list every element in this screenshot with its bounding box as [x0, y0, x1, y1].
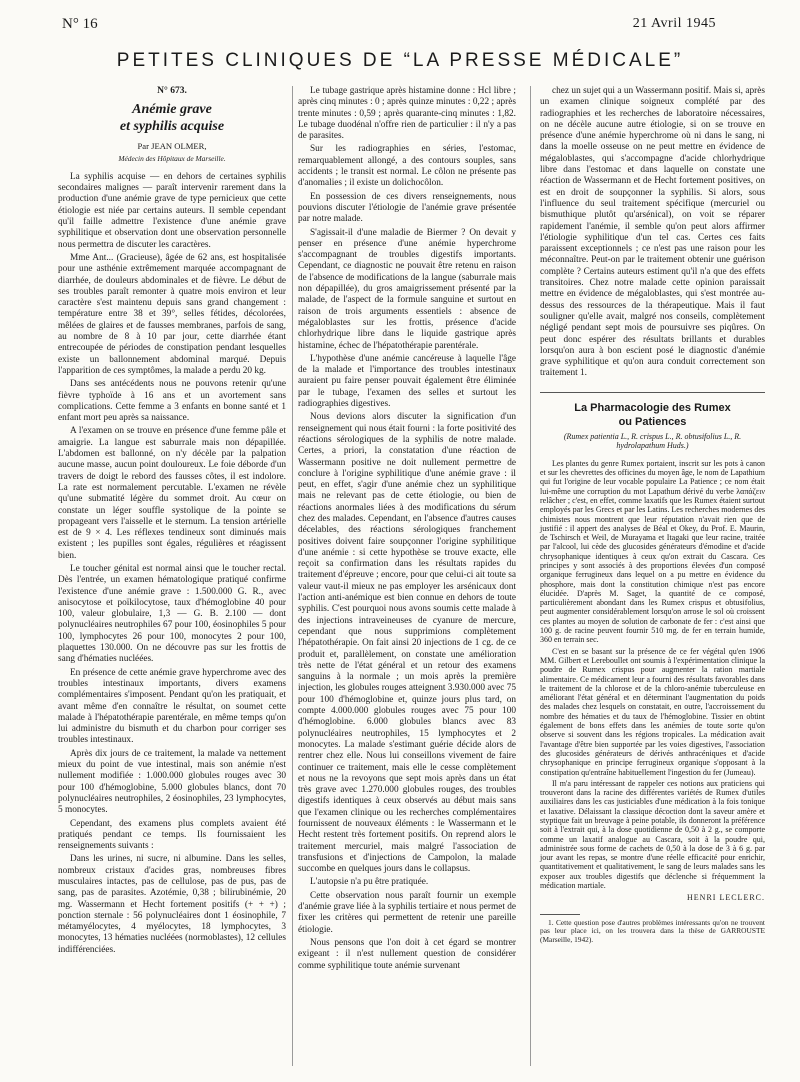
footnote-rule: [540, 914, 580, 915]
author-affiliation: Médecin des Hôpitaux de Marseille.: [118, 153, 226, 163]
paragraph: Dans les urines, ni sucre, ni albumine. Dans les selles, nombreux cristaux d'acides gras, nombreuses fibres musculaires intactes, pas de cellulose, pas de pus, pas de sang, pas de parasites. Azotémie, 0,38 ; bilirubinémie, 20 mg. Wassermann et Hecht fortement positifs (+ + +) ; ponction sternale : 56 polynucléaires dont 1 éosinophile, 7 métamyélocytes, 4 myélocytes, 18 lymphocytes, 3 monocytes, 13 hématies nucléées (normoblastes), 12 cellules indifférenciées.: [58, 854, 286, 955]
article-separator: [540, 392, 765, 393]
title-line: ou Patiences: [618, 415, 687, 428]
paragraph: L'autopsie n'a pu être pratiquée.: [310, 877, 429, 888]
column-divider: [530, 86, 531, 1066]
column-3: [540, 86, 765, 946]
title-line: La Pharmacologie des Rumex: [574, 401, 731, 414]
article-title: [540, 401, 765, 429]
paragraph: Nous devions alors discuter la signification d'un renseignement qui nous était fourni : la forte positivité des réactions sérologiques de la syphilis de notre malade. Certes, a priori, la constatation d'une réaction de Wassermann positive ne doit nullement permettre de conclure à l'origine syphilitique d'une anémie grave : il peut, en effet, s'agir d'une anémie chez un syphilitique mais ne relevant pas de cette étiologie, ou bien de réactions anormales liées à des modifications du sérum chez des malades. Cependant, en l'absence d'autres causes décelables, des réactions sérologiques franchement positives doivent faire soupçonner l'origine syphilitique d'une anémie : si cette hypothèse se trouve exacte, elle reçoit sa confirmation dans les résultats rapides du traitement d'épreuve ; encore, pour que celui-ci ait toute sa valeur vaut-il mieux ne pas employer les arsénicaux dont l'action anti-anémique est bien connue en dehors de toute syphilis. C'est pourquoi nous avons soumis cette malade à des injections intraveineuses de cyanure de mercure, cependant que nous supprimions complètement l'hépatothérapie. On fait ainsi 20 injections de 1 cg. de ce produit et, parallèlement, on constate une amélioration très nette de l'état général et un retour des examens sanguins à la normale ; un mois après la première injection, les globules rouges atteignent 3.930.000 avec 75 pour 100 d'hémoglobine et, quinze jours plus tard, on compte 4.000.000 globules rouges avec 75 pour 100 d'hémoglobine. 6.000 globules blancs avec 83 polynucléaires neutrophiles, 15 lymphocytes et 2 monocytes. La malade s'estimant guérie décide alors de rentrer chez elle. Nous lui conseillons vivement de faire continuer ce traitement, mais elle le cesse complètement et nous ne la revoyons que sept mois après dans un état très grave avec 1.270.000 globules rouges, des troubles digestifs identiques à ceux observés au début mais sans que l'examen clinique ou les recherches complémentaires fournissent de nouveaux éléments : le Wassermann et le Hecht restent très fortement positifs. On reprend alors le traitement mercuriel, mais malgré l'association de transfusions et d'injections de Campolon, la malade succombe en quelques jours dans le collapsus.: [298, 412, 516, 875]
column-1: [58, 86, 286, 958]
paragraph: Le tubage gastrique après histamine donne : Hcl libre ; après cinq minutes : 0 ; après quinze minutes : 0,22 ; après trente minutes : 0,59 ; après quarante-cinq minutes : 1,82. Le tubage duodénal n'offre rien de particulier : il n'y a pas de parasites.: [298, 86, 516, 142]
paragraph: Nous pensons que l'on doit à cet égard se montrer exigeant : il n'est nullement question de considérer comme syphilitique toute anémie survenant: [298, 937, 516, 971]
paragraph: La syphilis acquise — en dehors de certaines syphilis secondaires malignes — paraît intervenir rarement dans la production d'une anémie grave de type pernicieux que cette étiologie est niée par certains auteurs. Il semble cependant qu'il faille admettre l'existence d'une anémie grave syphilitique et observation dont une observation personnelle nous permettra de discuter les caractères.: [58, 171, 286, 250]
article-subtitle: (Rumex patientia L., R. crispus L., R. obtusifolius L., R. hydrolapathum Huds.): [563, 431, 742, 451]
title-line: et syphilis acquise: [119, 119, 225, 135]
paragraph: Les plantes du genre Rumex portaient, inscrit sur les pots à canon et sur les chevrettes des officines du moyen âge, le nom de Lapathium qui fut l'origine de leur vocable populaire La Patience ; ce nom était lui-même une corruption du mot Lapathum dérivé du verbe λαπάζειν relâcher ; c'est, en effet, comme laxatifs que les Rumex étaient surtout employés par les Grecs et par les Latins. Les recherches modernes des chimistes nous montrent que leur réputation n'avait rien que de justifié : il appert des analyses de Béal et Okey, du Prof. E. Maurin, de Tschirsch et Weil, de Murayama et Itagaki que leur racine, traitée par l'alcool, lui cède des glucosides générateurs d'émodine et d'acide chrysophanique identiques à ceux qu'on extrait du Cascara. Ces principes y sont associés à des proportions élevées d'un composé organique ferrugineux dans lequel on a pu mettre en évidence du phosphore, mais dont la constitution chimique n'est pas encore élucidée. D'après M. Saget, la quantité de ce composé, particulièrement abondant dans les Rumex crispus et obtusifolius, peut augmenter considérablement lorsqu'on arrose le sol où croissent ces plantes au moyen de solution de carbonate de fer : c'est ainsi que 100 g. de racine peuvent fournir 510 mg. de fer en terrain humide, 360 en terrain sec.: [540, 458, 765, 645]
paragraph: chez un sujet qui a un Wassermann positif. Mais si, après un examen clinique soigneux complété par des radiographies et les recherches de laboratoire nécessaires, on ne décèle aucune autre étiologie, si on se trouve en présence d'une anémie hyperchrome où ni dans le sang, ni dans la moelle osseuse on ne peut mettre en évidence de mégaloblastes, qui s'accompagne d'acide chlorhydrique libre dans l'estomac et dans laquelle on constate une réaction de Wassermann et de Hecht fortement positives, on est en droit de soupçonner la syphilis. Si alors, sous l'influence du seul traitement spécifique (mercuriel ou bismuthique plutôt qu'arsénical), on voit se réparer rapidement l'anémie, il semble qu'on peut alors affirmer l'étiologie syphilitique d'un tel cas. Certes ces faits paraissent exceptionnels ; ce n'est pas une raison pour les méconnaître. Peut-on par le traitement obtenir une guérison complète ? Certains auteurs estiment qu'il n'a que des effets transitoires. Chez notre malade cette opinion paraissait mettre en évidence de mégaloblastes, qui s'est montrée au-dessus des ressources de la thérapeutique. Mais il faut souligner qu'elle avait, malgré nos conseils, complètement négligé pendant sept mois de poursuivre ses piqûres. On peut donc espérer des résultats brillants et durables lorsqu'on aura à bon escient posé le diagnostic d'anémie grave syphilitique et qu'on aura conduit correctement son traitement 1.: [540, 86, 765, 379]
author-signature: HENRI LECLERC.: [687, 893, 765, 903]
paragraph: S'agissait-il d'une maladie de Biermer ? On devait y penser en présence d'une anémie hyperchrome s'accompagnant de troubles digestifs importants. Cependant, ce diagnostic ne pouvait être retenu en raison de l'absence de modifications de la langue (saburrale mais non dépapillée), du gros amaigrissement présenté par la malade, de l'aspect de la formule sanguine et surtout en raison de trois arguments essentiels : absence de mégaloblastes sur les frottis, présence d'acide chlorhydrique libre dans le liquide gastrique après histamine, échec de l'hépatothérapie parentérale.: [298, 227, 516, 351]
column-divider: [292, 86, 293, 1066]
paragraph: Mme Ant... (Gracieuse), âgée de 62 ans, est hospitalisée pour une asthénie extrêmement marquée accompagnant de diarrhée, de douleurs abdominales et de fièvre. Le début de ses troubles paraît remonter à quatre mois environ et leur caractère s'est maintenu depuis sans grand changement : température entre 38 et 39°, selles fétides, décolorées, mêlées de glaires et de fausses membranes, parfois de sang, au nombre de 8 à 10 par jour, cette diarrhée étant entrecoupée de périodes de constipation pendant lesquelles existe un ballonnement abdominal marqué. Depuis l'apparition de ces symptômes, la malade a perdu 20 kg.: [58, 252, 286, 376]
byline: Par JEAN OLMER,: [137, 141, 207, 152]
paragraph: Dans ses antécédents nous ne pouvons retenir qu'une fièvre typhoïde à 16 ans et un avortement sans complications. Cette femme a 3 enfants en bonne santé et 1 enfant mort peu après sa naissance.: [58, 379, 286, 424]
article-title: [58, 101, 286, 135]
paragraph: Il m'a paru intéressant de rappeler ces notions aux praticiens qui trouveront dans la racine des différentes variétés de Rumex d'utiles auxiliaires dans les cas justiciables d'une médication à la fois tonique et laxative. Délaissant la classique décoction dont la saveur amère et styptique fait un breuvage à peine potable, ils donneront la préférence soit à l'extrait qui, à la dose quotidienne de 0,50 à 2 g., se comporte comme un laxatif analogue au Cascara, soit à la poudre qui, administrée sous forme de cachets de 0,50 à la dose de 3 à 6 g. par jour avant les repas, se montre d'une réelle efficacité pour enrichir, quantitativement et qualitativement, le sang de leurs malades sans les exposer aux troubles digestifs que déclenche si fréquemment la médication martiale.: [540, 778, 765, 891]
paragraph: L'hypothèse d'une anémie cancéreuse à laquelle l'âge de la malade et l'importance des troubles intestinaux auraient pu faire penser pouvait également être éliminée par le tubage, l'examen des selles et surtout les radiographies digestives.: [298, 353, 516, 410]
paragraph: Sur les radiographies en séries, l'estomac, remarquablement allongé, a des contours souples, sans accidents ; le transit est normal. Le côlon ne présente pas d'anomalies ; il existe un dolichocôlon.: [298, 144, 516, 189]
paragraph: En possession de ces divers renseignements, nous pouvions discuter l'étiologie de l'anémie grave présentée par notre malade.: [298, 191, 516, 225]
issue-date: 21 Avril 1945: [632, 16, 716, 31]
title-line: Anémie grave: [132, 102, 212, 118]
paragraph: Cette observation nous paraît fournir un exemple d'anémie grave liée à la syphilis tertiaire et nous permet de fixer les critères qui permettent de retenir une pareille étiologie.: [298, 890, 517, 935]
paragraph: C'est en se basant sur la présence de ce fer végétal qu'en 1906 MM. Gilbert et Lereboullet ont soumis à l'expérimentation clinique la poudre de Rumex crispus pour augmenter la ration martiale alimentaire. Ce médicament leur a fourni des résultats favorables dans le traitement de la chlorose et de la chloro-anémie tuberculeuse en améliorant l'état général et en déterminant l'augmentation du poids des malades chez lesquels on constatait, en outre, l'accroissement du nombre des hématies et du taux de l'hémoglobine. Tissier en obtint également de bons effets dans les anémies de toute sorte qu'on observe si souvent dans les régions tropicales. La médication avait l'avantage d'être bien supportée par les voies digestives, l'association des glucosides générateurs de dérivés anthracéniques et d'acide chrysophanique en principe ferrugineux organique s'opposant à la constipation qu'entraîne habituellement l'ingestion du fer (Jumeau).: [540, 646, 765, 777]
page-number: N° 16: [62, 16, 98, 32]
column-2: [298, 86, 516, 974]
footnote: 1. Cette question pose d'autres problèmes intéressants qu'on ne trouvent pas leur place ici, on les trouvera dans la thèse de GARROUSTE (Marseille, 1942).: [540, 917, 765, 944]
paragraph: Après dix jours de ce traitement, la malade va nettement mieux du point de vue intestinal, mais son anémie n'est nullement modifiée : 1.000.000 globules rouges avec 30 pour 100 d'hémoglobine, 5.000 globules blancs, dont 70 polynucléaires neutrophiles, 2 éosinophiles, 23 lymphocytes, 5 monocytes.: [58, 748, 286, 816]
page-header: [0, 16, 800, 36]
paragraph: En présence de cette anémie grave hyperchrome avec des troubles intestinaux importants, divers examens complémentaires s'imposent. Pendant qu'on les pratiquait, et avant même d'en connaître le résultat, on soumet cette malade à l'hépatothérapie parentérale, en même temps qu'on lui administre du bismuth et du charbon pour corriger ses troubles intestinaux.: [58, 667, 286, 746]
paragraph: A l'examen on se trouve en présence d'une femme pâle et amaigrie. La langue est saburrale mais non dépapillée. L'abdomen est ballonné, on n'y décèle par la palpation aucune masse, aucun point douloureux. Le foie déborde d'un travers de doigt le rebord des fausses côtes, il est indolore. La rate est normalement percutable. L'examen ne révèle qu'une submatité légère du sommet droit. Au cœur on constate un léger souffle systolique de la pointe se propageant vers l'aisselle et le sternum. La tension artérielle est de 9 × 4. Les réflexes tendineux sont diminués mais existent ; les pupilles sont égales, régulières et réagissent bien.: [58, 426, 286, 561]
paragraph: Cependant, des examens plus complets avaient été pratiqués pendant ce temps. Ils fournissaient les renseignements suivants :: [58, 818, 286, 852]
article-number: N° 673.: [157, 86, 187, 96]
paragraph: Le toucher génital est normal ainsi que le toucher rectal. Dès l'entrée, un examen hématologique pratiqué confirme l'existence d'une anémie grave : 1.500.000 G. R., avec anisocytose et poïkilocytose, taux d'hémoglobine 40 pour 100, valeur globulaire, 1,3 — G. B. 2.100 — dont polynucléaires neutrophiles 67 pour 100, éosinophiles 5 pour 100, lymphocytes 26 pour 100, monocytes 2 pour 100, plaquettes 130.000. On ne découvre pas sur les frottis de sang d'hématies nucléées.: [58, 563, 286, 665]
section-banner: PETITES CLINIQUES DE “LA PRESSE MÉDICALE”: [116, 50, 684, 71]
